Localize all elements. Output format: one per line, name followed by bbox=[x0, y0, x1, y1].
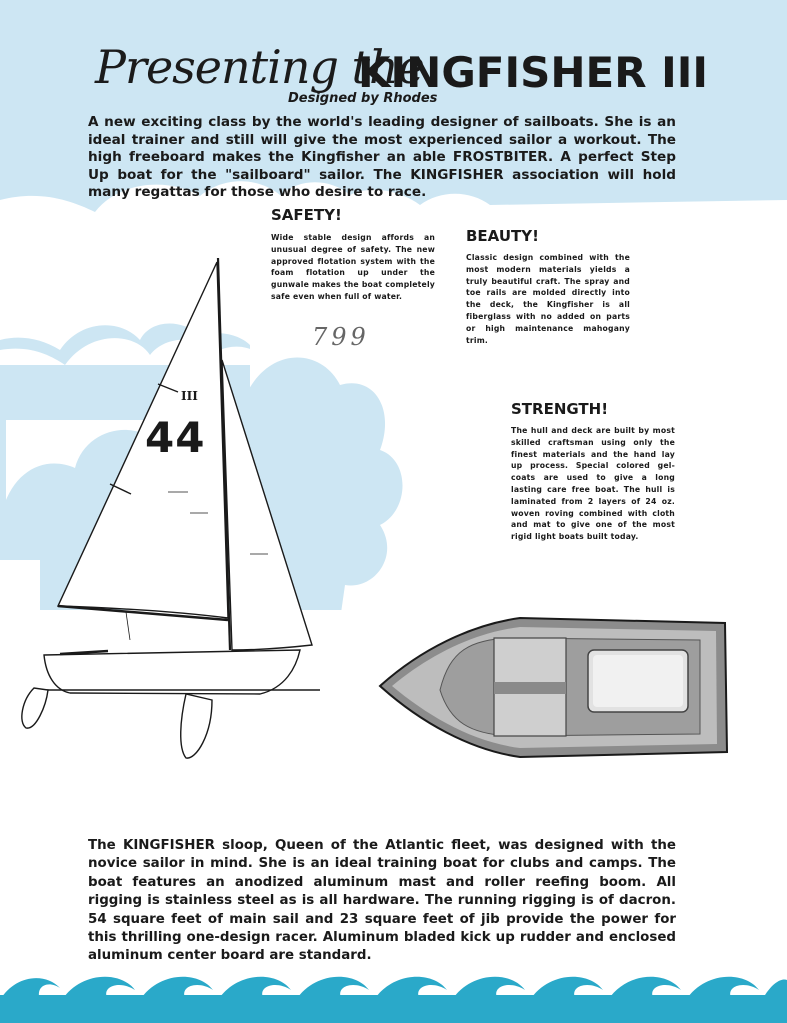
beauty-heading: BEAUTY! bbox=[466, 227, 539, 245]
designer-credit: Designed by Rhodes bbox=[288, 91, 438, 106]
sail-number: 44 bbox=[145, 413, 206, 462]
closing-paragraph: The KINGFISHER sloop, Queen of the Atlantic fleet, was designed with the novice sailor in mind. She is an ideal training boat for clubs and camps. The boat features an anodized aluminum mast and roller reefing boom. All rigging is stainless steel as is all hardware. The running rigging is of dacron. 54 square feet of main sail and 23 square feet of jib provide the power for this thrilling one-design racer. Aluminum bladed kick up rudder and enclosed aluminum center board are standard. bbox=[88, 838, 676, 964]
intro-paragraph: A new exciting class by the world's leading designer of sailboats. She is an ideal trainer and still will give the most experienced sailor a workout. The high freeboard makes the Kingfisher an able FROSTBITER. A perfect Step Up boat for the "sailboard" sailor. The KINGFISHER association will hold many regattas for those who desire to race. bbox=[88, 114, 676, 200]
page-title: KINGFISHER III bbox=[358, 48, 709, 97]
sail-class-mark: III bbox=[181, 389, 198, 403]
script-title: Presenting the bbox=[95, 40, 424, 94]
strength-heading: STRENGTH! bbox=[511, 400, 609, 418]
strength-body: The hull and deck are built by most skilled craftsman using only the finest materials and the hand lay up process. Special colored gel-coats are used to give a long lasting care free boat. The hull is laminated from 2 layers of 24 oz. woven roving combined with cloth and mat to give one of the most rigid light boats built today. bbox=[511, 426, 675, 542]
wave-border bbox=[0, 977, 787, 1023]
handwritten-note: 799 bbox=[312, 323, 370, 351]
beauty-body: Classic design combined with the most modern materials yields a truly beautiful craft. The spray and toe rails are molded directly into the deck, the Kingfisher is all fiberglass with no added on parts or high maintenance mahogany trim. bbox=[466, 253, 630, 345]
safety-body: Wide stable design affords an unusual degree of safety. The new approved flotation system with the foam flotation up under the gunwale makes the boat completely safe even when full of water. bbox=[271, 233, 435, 301]
safety-heading: SAFETY! bbox=[271, 206, 342, 224]
